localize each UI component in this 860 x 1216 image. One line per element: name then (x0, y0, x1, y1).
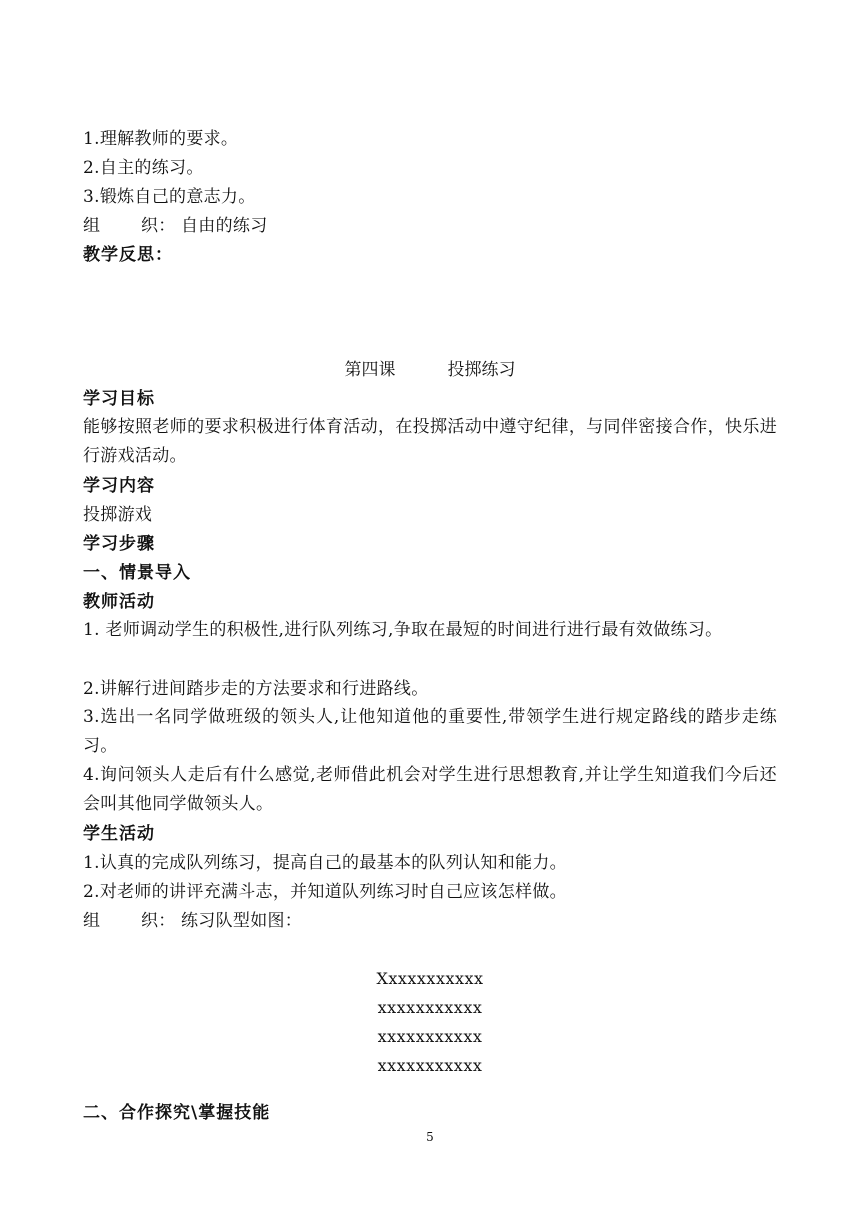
teacher-activity-heading: 教师活动 (83, 592, 155, 612)
list-item: 1.理解教师的要求。 (83, 129, 239, 149)
teacher-item: 3.选出一名同学做班级的领头人,让他知道他的重要性,带领学生进行规定路线的踏步走练习。 (83, 707, 777, 756)
list-item: 3.锻炼自己的意志力。 (83, 187, 256, 207)
reflection-heading: 教学反思： (83, 245, 173, 265)
organization-label: 组 织： (83, 911, 176, 931)
organization-line (83, 214, 268, 238)
organization-value: 练习队型如图： (181, 911, 303, 931)
lesson-number: 第四课 (344, 360, 396, 380)
learning-content-text: 投掷游戏 (83, 505, 153, 525)
section-heading: 学习目标 (83, 389, 155, 409)
list-item: 2.自主的练习。 (83, 158, 204, 178)
page-number: 5 (426, 1130, 434, 1144)
lesson-title (0, 358, 860, 382)
learning-goal-text: 能够按照老师的要求积极进行体育活动，在投掷活动中遵守纪律，与同伴密接合作，快乐进行游戏活动。 (83, 417, 777, 466)
formation-row: xxxxxxxxxxx (377, 998, 483, 1017)
part1-heading: 一、情景导入 (83, 563, 191, 583)
student-item: 1.认真的完成队列练习，提高自己的最基本的队列认知和能力。 (83, 853, 567, 873)
teacher-item: 4.询问领头人走后有什么感觉,老师借此机会对学生进行思想教育,并让学生知道我们今后还会叫其他同学做领头人。 (83, 765, 777, 814)
lesson-name: 投掷练习 (447, 360, 516, 380)
teacher-item: 1. 老师调动学生的积极性,进行队列练习,争取在最短的时间进行进行最有效做练习。 (83, 620, 723, 640)
organization-value: 自由的练习 (181, 216, 268, 236)
teacher-item: 2.讲解行进间踏步走的方法要求和行进路线。 (83, 679, 429, 699)
student-item: 2.对老师的讲评充满斗志，并知道队列练习时自己应该怎样做。 (83, 882, 567, 902)
organization-line (83, 909, 302, 933)
formation-row: xxxxxxxxxxx (377, 1056, 483, 1075)
formation-row: Xxxxxxxxxxx (376, 969, 484, 988)
part2-heading: 二、合作探究\掌握技能 (83, 1103, 271, 1123)
organization-label: 组 织： (83, 216, 176, 236)
section-heading: 学习步骤 (83, 534, 155, 554)
formation-row: xxxxxxxxxxx (377, 1027, 483, 1046)
student-activity-heading: 学生活动 (83, 824, 155, 844)
section-heading: 学习内容 (83, 476, 155, 496)
